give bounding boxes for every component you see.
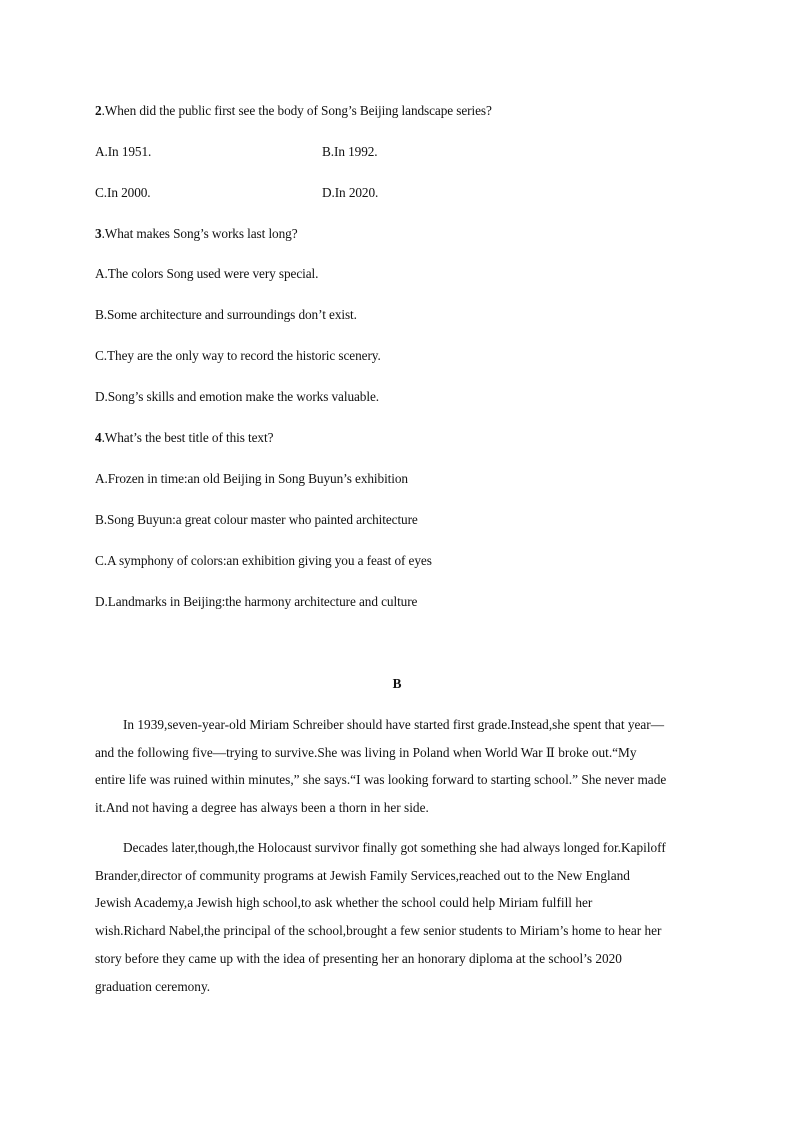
- passage-paragraph-1: [95, 711, 701, 822]
- question-4-number: 4: [95, 430, 102, 445]
- paragraph-1-line-2: and the following five—trying to survive.She was living in Poland when World War Ⅱ broke out.“My: [95, 744, 637, 760]
- question-4-option-b: B.Song Buyun:a great colour master who painted architecture: [95, 512, 418, 527]
- question-4-stem: [95, 430, 273, 446]
- paragraph-1-line-4: it.And not having a degree has always been a thorn in her side.: [95, 800, 429, 816]
- paragraph-2-line-6: graduation ceremony.: [95, 978, 211, 994]
- paragraph-2-line-2: Brander,director of community programs at Jewish Family Services,reached out to the New England: [95, 867, 630, 883]
- question-4-text: .What’s the best title of this text?: [101, 430, 274, 445]
- paragraph-2-line-3: Jewish Academy,a Jewish high school,to ask whether the school could help Miriam fulfill her: [95, 895, 593, 911]
- question-2-number: 2: [95, 103, 102, 118]
- passage-paragraph-2: [95, 834, 701, 1000]
- question-3-option-a: A.The colors Song used were very special.: [95, 266, 319, 281]
- question-2-stem: [95, 103, 492, 119]
- paragraph-2-line-1: Decades later,though,the Holocaust survivor finally got something she had always longed for.Kapiloff: [123, 840, 666, 855]
- question-2-option-a: A.In 1951.: [95, 144, 152, 159]
- question-4-option-a: A.Frozen in time:an old Beijing in Song Buyun’s exhibition: [95, 471, 408, 486]
- paragraph-2-line-5: story before they came up with the idea of presenting her an honorary diploma at the school’s 2020: [95, 950, 622, 966]
- question-4-option-c: C.A symphony of colors:an exhibition giving you a feast of eyes: [95, 553, 432, 568]
- section-heading: B: [392, 676, 402, 691]
- question-3-stem: [95, 226, 298, 242]
- question-3-option-b: B.Some architecture and surroundings don’t exist.: [95, 307, 357, 322]
- question-3-number: 3: [95, 226, 102, 241]
- paragraph-1-line-1: In 1939,seven-year-old Miriam Schreiber should have started first grade.Instead,she spent that year—: [123, 717, 665, 732]
- paragraph-2-line-4: wish.Richard Nabel,the principal of the school,brought a few senior students to Miriam’s home to hear her: [95, 923, 662, 939]
- question-4-option-d: D.Landmarks in Beijing:the harmony architecture and culture: [95, 594, 418, 609]
- question-3-option-d: D.Song’s skills and emotion make the works valuable.: [95, 389, 379, 404]
- question-3-option-c: C.They are the only way to record the historic scenery.: [95, 348, 381, 363]
- question-2-option-b: B.In 1992.: [322, 144, 378, 159]
- question-2-option-c: C.In 2000.: [95, 185, 151, 200]
- paragraph-1-line-3: entire life was ruined within minutes,” she says.“I was looking forward to starting school.” She never made: [95, 772, 667, 788]
- question-2-option-d: D.In 2020.: [322, 185, 379, 200]
- question-2-text: .When did the public first see the body of Song’s Beijing landscape series?: [101, 103, 492, 118]
- question-3-text: .What makes Song’s works last long?: [101, 226, 298, 241]
